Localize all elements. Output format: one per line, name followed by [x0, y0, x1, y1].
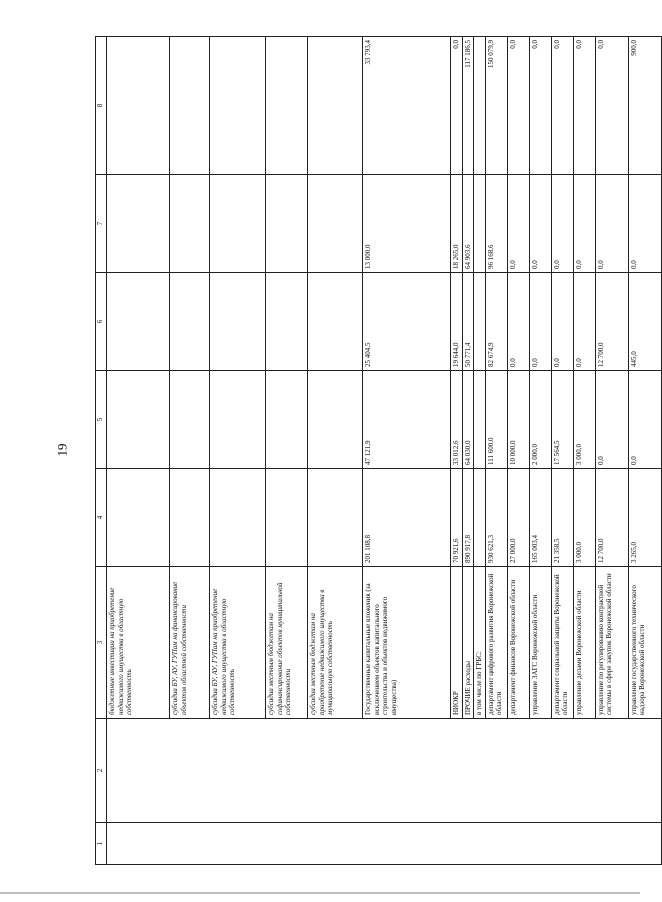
value-cell: 0,0	[573, 175, 595, 273]
value-cell	[474, 371, 486, 469]
value-cell	[308, 175, 363, 273]
value-cell: 0,0	[551, 175, 573, 273]
value-cell: 0,0	[628, 175, 661, 273]
value-cell	[170, 273, 210, 371]
value-cell	[308, 37, 363, 175]
value-cell	[107, 273, 170, 371]
value-cell: 3 265,0	[628, 469, 661, 567]
value-cell	[474, 273, 486, 371]
value-cell: 0,0	[573, 37, 595, 175]
value-cell: 201 108,8	[363, 469, 451, 567]
column-number: 4	[96, 469, 107, 567]
row-label: управление делами Воронежской области	[573, 567, 595, 719]
value-cell: 150 079,9	[485, 37, 507, 175]
value-cell: 0,0	[628, 371, 661, 469]
value-cell: 12 700,0	[595, 469, 628, 567]
value-cell	[266, 175, 308, 273]
value-cell	[474, 469, 486, 567]
row-label: департамент финансов Воронежской области	[507, 567, 529, 719]
row-label: департамент социальной защиты Воронежской области	[551, 567, 573, 719]
row-label: управление по регулированию контрактной системы в сфере закупок Воронежской области	[595, 567, 628, 719]
value-cell: 64 030,0	[462, 371, 474, 469]
value-cell	[308, 371, 363, 469]
scan-edge-line	[0, 892, 640, 894]
value-cell: 10 000,0	[507, 371, 529, 469]
value-cell: 890 917,8	[462, 469, 474, 567]
value-cell: 0,0	[507, 273, 529, 371]
row-label: НИОКР	[451, 567, 463, 719]
value-cell	[107, 371, 170, 469]
value-cell: 33 793,4	[363, 37, 451, 175]
value-cell: 82 674,9	[485, 273, 507, 371]
value-cell: 0,0	[529, 175, 551, 273]
row-label: управление ЗАГС Воронежской области	[529, 567, 551, 719]
row-label: Государственные капитальные вложения (за исключением объектов капитального строительства и объектов недвижимого имущества)	[363, 567, 451, 719]
column-number-row	[96, 37, 107, 865]
value-cell	[266, 371, 308, 469]
value-cell	[170, 175, 210, 273]
value-cell: 0,0	[595, 175, 628, 273]
value-cell: 25 404,5	[363, 273, 451, 371]
row-label: бюджетные инвестиции на приобретение недвижимого имущества в областную собственность	[107, 567, 170, 719]
value-cell: 96 168,6	[485, 175, 507, 273]
value-cell: 2 000,0	[529, 371, 551, 469]
value-cell	[210, 371, 266, 469]
value-cell	[210, 273, 266, 371]
value-cell: 21 358,5	[551, 469, 573, 567]
value-cell: 111 600,0	[485, 371, 507, 469]
row-label: субсидии БУ, АУ, ГУПам на финансирование объектов областной собственности	[170, 567, 210, 719]
value-cell: 117 186,5	[462, 37, 474, 175]
value-cell: 0,0	[529, 37, 551, 175]
value-cell	[170, 371, 210, 469]
column-number: 1	[96, 823, 107, 865]
col1-cell	[107, 823, 662, 865]
value-cell: 0,0	[595, 371, 628, 469]
value-cell: 64 903,6	[462, 175, 474, 273]
value-cell: 3 000,0	[573, 371, 595, 469]
value-cell	[210, 37, 266, 175]
column-number: 5	[96, 371, 107, 469]
value-cell: 17 564,5	[551, 371, 573, 469]
row-label: департамент цифрового развития Воронежской области	[485, 567, 507, 719]
row-label: управление государственного технического надзора Воронежской области	[628, 567, 661, 719]
value-cell	[107, 37, 170, 175]
row-label: субсидии местным бюджетам на приобретение недвижимого имущества в муниципальную собственность	[308, 567, 363, 719]
value-cell: 19 644,0	[451, 273, 463, 371]
column-number: 6	[96, 273, 107, 371]
column-number: 2	[96, 719, 107, 823]
value-cell: 0,0	[529, 273, 551, 371]
value-cell: 0,0	[507, 175, 529, 273]
value-cell: 47 121,9	[363, 371, 451, 469]
value-cell: 0,0	[573, 273, 595, 371]
value-cell	[170, 469, 210, 567]
value-cell: 0,0	[551, 273, 573, 371]
row-label: ПРОЧИЕ расходы	[462, 567, 474, 719]
table-row	[107, 37, 170, 865]
value-cell: 18 265,0	[451, 175, 463, 273]
value-cell: 12 700,0	[595, 273, 628, 371]
page-number: 19	[54, 443, 70, 457]
column-number: 8	[96, 37, 107, 175]
value-cell: 13 000,0	[363, 175, 451, 273]
column-number: 7	[96, 175, 107, 273]
column-number: 3	[96, 567, 107, 719]
value-cell	[266, 37, 308, 175]
value-cell: 0,0	[595, 37, 628, 175]
value-cell	[474, 175, 486, 273]
rotated-table-container	[95, 37, 647, 865]
value-cell: 0,0	[507, 37, 529, 175]
value-cell	[266, 469, 308, 567]
col2-cell	[107, 719, 662, 823]
value-cell: 33 012,6	[451, 371, 463, 469]
value-cell: 445,0	[628, 273, 661, 371]
value-cell: 165 003,4	[529, 469, 551, 567]
value-cell: 930 621,3	[485, 469, 507, 567]
row-label: в том числе по ГРБС:	[474, 567, 486, 719]
value-cell	[308, 469, 363, 567]
value-cell: 900,0	[628, 37, 661, 175]
value-cell	[210, 469, 266, 567]
value-cell	[266, 273, 308, 371]
value-cell	[107, 175, 170, 273]
value-cell	[170, 37, 210, 175]
value-cell: 27 000,0	[507, 469, 529, 567]
value-cell: 0,0	[551, 37, 573, 175]
value-cell	[107, 469, 170, 567]
value-cell: 3 000,0	[573, 469, 595, 567]
value-cell: 70 921,6	[451, 469, 463, 567]
value-cell	[474, 37, 486, 175]
value-cell	[308, 273, 363, 371]
row-label: субсидии местным бюджетам на софинансирование объектов муниципальной собственности	[266, 567, 308, 719]
value-cell	[210, 175, 266, 273]
value-cell: 0,0	[451, 37, 463, 175]
row-label: субсидии БУ, АУ, ГУПам на приобретение недвижимого имущества в областную собственность	[210, 567, 266, 719]
budget-table	[95, 36, 662, 865]
value-cell: 50 771,4	[462, 273, 474, 371]
